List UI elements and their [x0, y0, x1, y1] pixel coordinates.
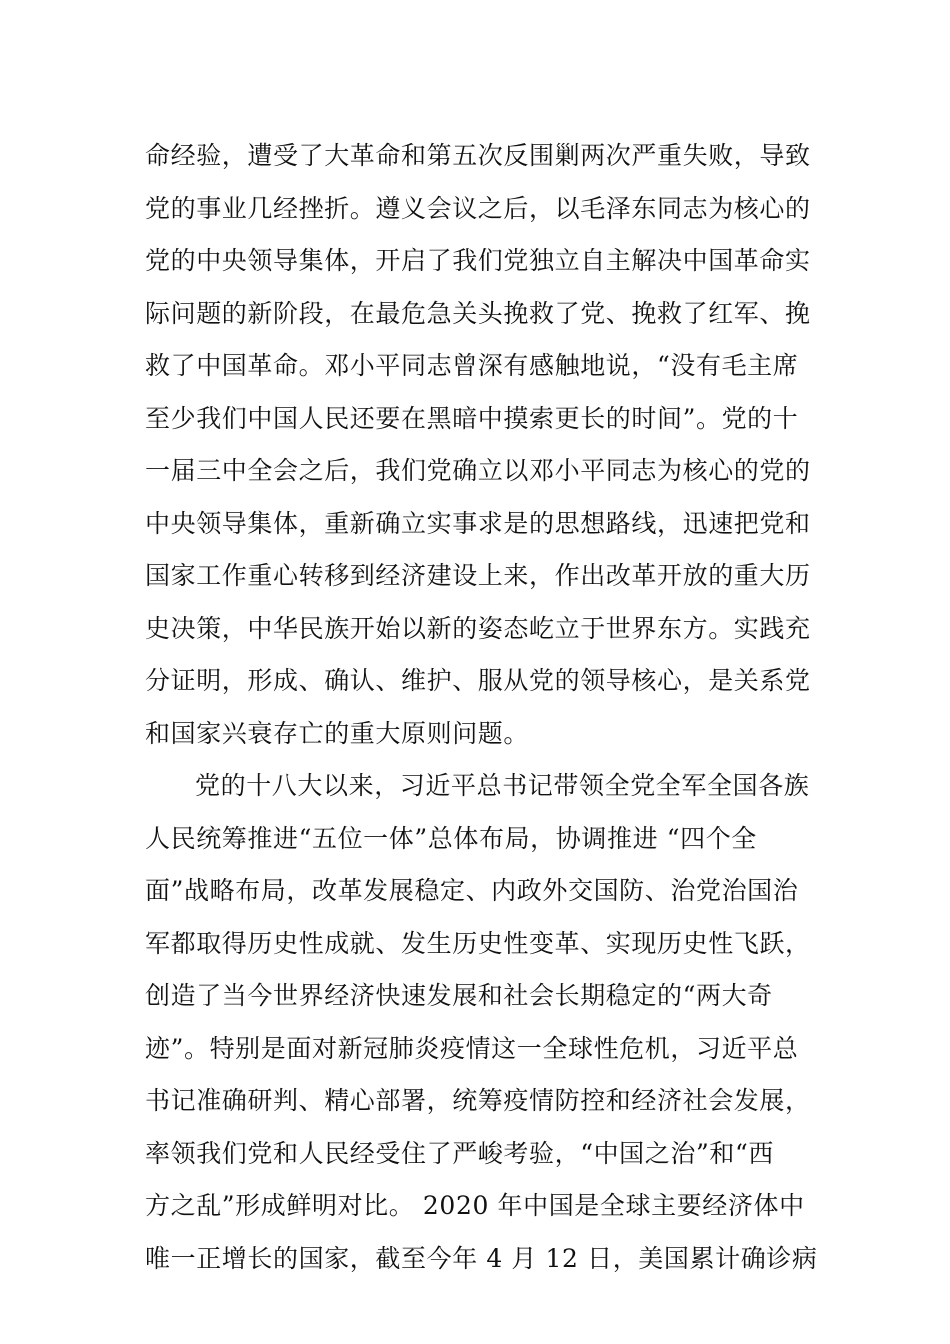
text-line: 一届三中全会之后，我们党确立以邓小平同志为核心的党的: [145, 456, 811, 485]
text-line: 命经验，遭受了大革命和第五次反围剿两次严重失败，导致: [145, 141, 811, 170]
paragraph-2: [145, 760, 818, 1285]
text-line: 中央领导集体，重新确立实事求是的思想路线，迅速把党和: [145, 508, 811, 538]
paragraph-1: [145, 130, 810, 760]
text-line: 党的中央领导集体，开启了我们党独立自主解决中国革命实: [145, 246, 811, 275]
text-line: 方之乱”形成鲜明对比。 2020 年中国是全球主要经济体中: [145, 1191, 805, 1220]
text-line: 面”战略布局，改革发展稳定、内政外交国防、治党治国治: [145, 876, 799, 905]
text-line: 人民统筹推进“五位一体”总体布局，协调推进 “四个全: [145, 823, 757, 853]
text-line: 军都取得历史性成就、发生历史性变革、实现历史性飞跃，: [145, 928, 811, 958]
document-body: [145, 130, 818, 1285]
text-line: 救了中国革命。邓小平同志曾深有感触地说，“没有毛主席: [145, 351, 799, 380]
text-line: 创造了当今世界经济快速发展和社会长期稳定的“两大奇: [145, 981, 773, 1010]
text-line: 唯一正增长的国家，截至今年 4 月 12 日，美国累计确诊病: [145, 1243, 818, 1273]
text-line: 史决策，中华民族开始以新的姿态屹立于世界东方。实践充: [145, 613, 811, 643]
text-line: 书记准确研判、精心部署，统筹疫情防控和经济社会发展，: [145, 1086, 811, 1115]
text-line-indented: 党的十八大以来，习近平总书记带领全党全军全国各族: [195, 771, 810, 800]
text-line: 党的事业几经挫折。遵义会议之后，以毛泽东同志为核心的: [145, 193, 811, 223]
text-line: 分证明，形成、确认、维护、服从党的领导核心，是关系党: [145, 666, 811, 695]
text-line: 迹”。特别是面对新冠肺炎疫情这一全球性危机，习近平总: [145, 1033, 799, 1063]
text-line: 至少我们中国人民还要在黑暗中摸索更长的时间”。党的十: [145, 403, 799, 433]
text-line: 国家工作重心转移到经济建设上来，作出改革开放的重大历: [145, 561, 811, 590]
text-line: 际问题的新阶段，在最危急关头挽救了党、挽救了红军、挽: [145, 298, 811, 328]
text-line: 率领我们党和人民经受住了严峻考验，“中国之治”和“西: [145, 1138, 774, 1168]
text-line: 和国家兴衰存亡的重大原则问题。: [145, 718, 530, 748]
